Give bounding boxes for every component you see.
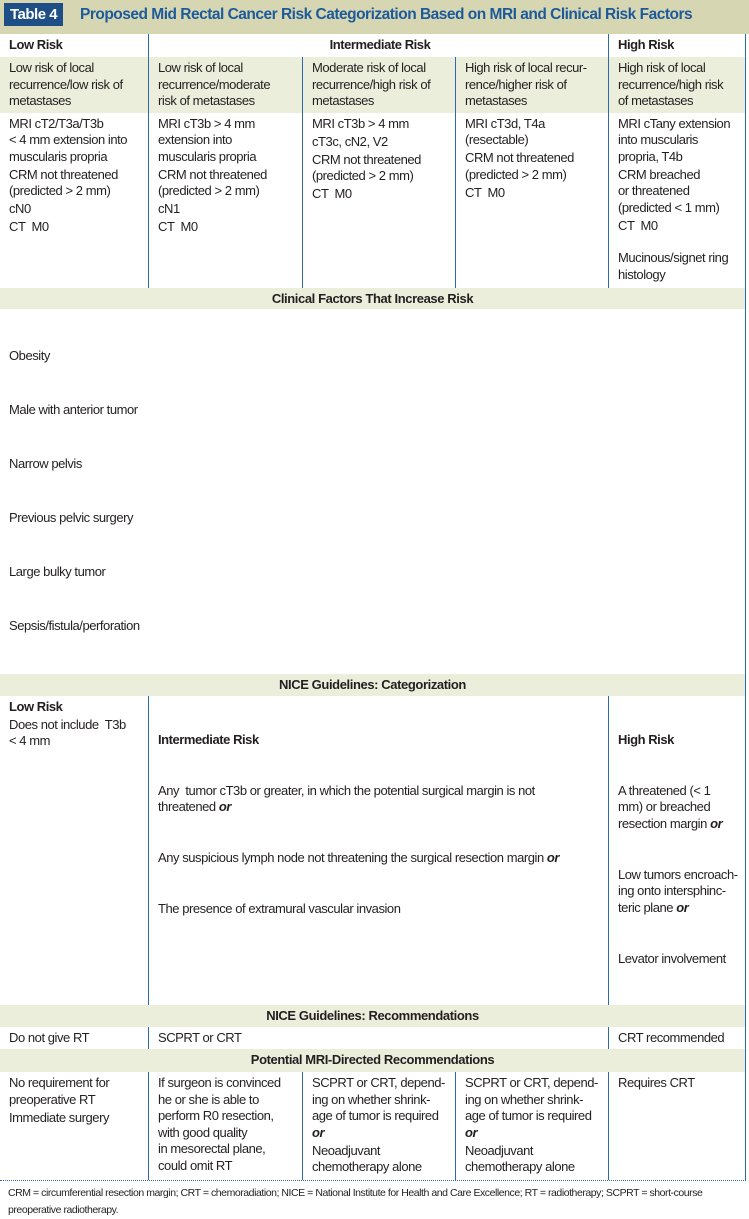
or-conjunction: or	[465, 1124, 478, 1140]
footnote: CRM = circumferential resection margin; CRT = chemoradiation; NICE = National Institute for Health and Care Excellence; RT = radiotherapy; SCPRT = short-course preoperative radiotherapy.	[8, 1187, 703, 1216]
nice-low-cell	[0, 696, 148, 1005]
clinical-factor: Previous pelvic surgery	[9, 509, 134, 525]
criteria-cell	[302, 113, 455, 288]
header-low-risk: Low Risk	[9, 37, 63, 52]
mri-rec-item: Neoadjuvant chemotherapy alone	[312, 1142, 422, 1174]
criterion: MRI cT2/T3a/T3b < 4 mm extension into muscularis propria	[9, 115, 128, 164]
nice-item: Levator involvement	[618, 950, 726, 966]
nice-item-text: Low tumors encroach- ing onto intersphinc- teric plane	[618, 866, 738, 915]
criterion: cN0	[9, 201, 31, 216]
nice-item	[618, 867, 739, 917]
table-title: Proposed Mid Rectal Cancer Risk Categorization Based on MRI and Clinical Risk Factors	[80, 6, 693, 23]
nice-intermediate-cell	[148, 696, 608, 1005]
criteria-cell	[0, 113, 148, 288]
criteria-cell	[148, 113, 302, 288]
criterion: CT M0	[465, 184, 505, 200]
mri-recommendations-row	[0, 1072, 745, 1180]
nice-categorization-row	[0, 696, 745, 1005]
category-row	[0, 57, 745, 113]
or-conjunction: or	[676, 899, 689, 915]
mri-rec-cell	[302, 1072, 455, 1180]
mri-rec-cell: If surgeon is convinced he or she is able to perform R0 resection, with good quality in mesorectal plane, could omit RT	[148, 1072, 302, 1180]
mri-rec-cell	[455, 1072, 608, 1180]
header-intermediate-risk: Intermediate Risk	[148, 34, 608, 57]
criterion: cN1	[158, 201, 180, 216]
mri-rec-cell: Requires CRT	[608, 1072, 745, 1180]
nice-item-text: A threatened (< 1 mm) or breached resection margin	[618, 782, 711, 831]
nice-item: The presence of extramural vascular invasion	[158, 901, 401, 916]
nice-item	[618, 783, 739, 833]
nice-rec-intermediate: SCPRT or CRT	[148, 1027, 608, 1050]
category-cell: Low risk of local recurrence/low risk of metastases	[9, 60, 123, 108]
clinical-factors-list	[0, 309, 745, 674]
criteria-cell	[455, 113, 608, 288]
nice-item-text: Any suspicious lymph node not threatening the surgical resection margin	[158, 850, 544, 865]
nice-high-cell	[608, 696, 745, 1005]
criterion: CRM breached or threatened (predicted < 1 mm)	[618, 166, 720, 215]
or-conjunction: or	[312, 1124, 325, 1140]
category-cell: High risk of local recurrence/high risk of metastases	[608, 57, 745, 113]
or-conjunction: or	[710, 815, 723, 831]
criterion: MRI cT3d, T4a (resectable)	[465, 115, 545, 147]
criterion: CT M0	[618, 217, 658, 233]
criterion: MRI cT3b > 4 mm extension into muscularis propria	[158, 115, 257, 164]
nice-recommendations-row	[0, 1027, 745, 1050]
mri-rec-item: SCPRT or CRT, depend- ing on whether shrink- age of tumor is required	[312, 1075, 445, 1123]
criterion: CRM not threatened (predicted > 2 mm)	[9, 166, 118, 198]
mri-rec-cell	[0, 1072, 148, 1180]
nice-rec-low: Do not give RT	[9, 1029, 90, 1045]
category-cell: Moderate risk of local recurrence/high risk of metastases	[302, 57, 455, 113]
mri-rec-item: Immediate surgery	[9, 1109, 109, 1125]
nice-recommendations-heading: NICE Guidelines: Recommendations	[0, 1005, 745, 1027]
mri-rec-item: No requirement for preoperative RT	[9, 1075, 110, 1107]
risk-header-row	[0, 34, 745, 57]
mri-rec-item: SCPRT or CRT, depend- ing on whether shrink- age of tumor is required	[465, 1075, 598, 1123]
table-label: Table 4	[4, 3, 63, 26]
criteria-row	[0, 113, 745, 288]
nice-rec-high: CRT recommended	[608, 1027, 745, 1050]
category-cell: Low risk of local recurrence/moderate risk of metastases	[148, 57, 302, 113]
or-conjunction: or	[218, 799, 231, 814]
clinical-factors-heading: Clinical Factors That Increase Risk	[0, 288, 745, 309]
nice-item	[158, 783, 602, 816]
or-conjunction: or	[546, 850, 560, 865]
criterion: cT3c, cN2, V2	[312, 133, 388, 149]
clinical-factor: Narrow pelvis	[9, 455, 82, 471]
mri-recommendations-heading: Potential MRI-Directed Recommendations	[0, 1049, 745, 1072]
criterion: CT M0	[312, 186, 352, 201]
criterion: CT M0	[9, 219, 49, 234]
clinical-factor: Obesity	[9, 347, 50, 363]
nice-low-heading: Low Risk	[9, 698, 63, 714]
nice-intermediate-heading: Intermediate Risk	[158, 731, 259, 747]
nice-item-text: Any tumor cT3b or greater, in which the potential surgical margin is not threatened	[158, 782, 535, 814]
table-title-bar	[0, 0, 749, 34]
clinical-factor: Male with anterior tumor	[9, 401, 138, 417]
nice-item	[158, 850, 602, 867]
header-high-risk: High Risk	[608, 34, 745, 57]
right-border	[0, 34, 746, 1180]
criterion: CRM not threatened (predicted > 2 mm)	[465, 150, 574, 182]
nice-item: Does not include T3b < 4 mm	[9, 716, 126, 748]
clinical-factor: Large bulky tumor	[9, 563, 106, 579]
clinical-factor: Sepsis/fistula/perforation	[9, 617, 140, 633]
clinical-factors-cell	[0, 309, 745, 674]
mri-rec-item: Neoadjuvant chemotherapy alone	[465, 1142, 575, 1174]
criterion: CRM not threatened (predicted > 2 mm)	[312, 151, 421, 183]
criterion: CT M0	[158, 219, 198, 234]
criterion: CRM not threatened (predicted > 2 mm)	[158, 166, 267, 198]
criterion: MRI cT3b > 4 mm	[312, 115, 409, 131]
category-cell: High risk of local recur- rence/higher risk of metastases	[455, 57, 608, 113]
criterion: MRI cTany extension into muscularis propria, T4b	[618, 115, 731, 164]
nice-high-heading: High Risk	[618, 731, 674, 747]
criterion: Mucinous/signet ring histology	[618, 250, 729, 282]
criteria-cell	[608, 113, 745, 288]
nice-categorization-heading: NICE Guidelines: Categorization	[0, 674, 745, 696]
